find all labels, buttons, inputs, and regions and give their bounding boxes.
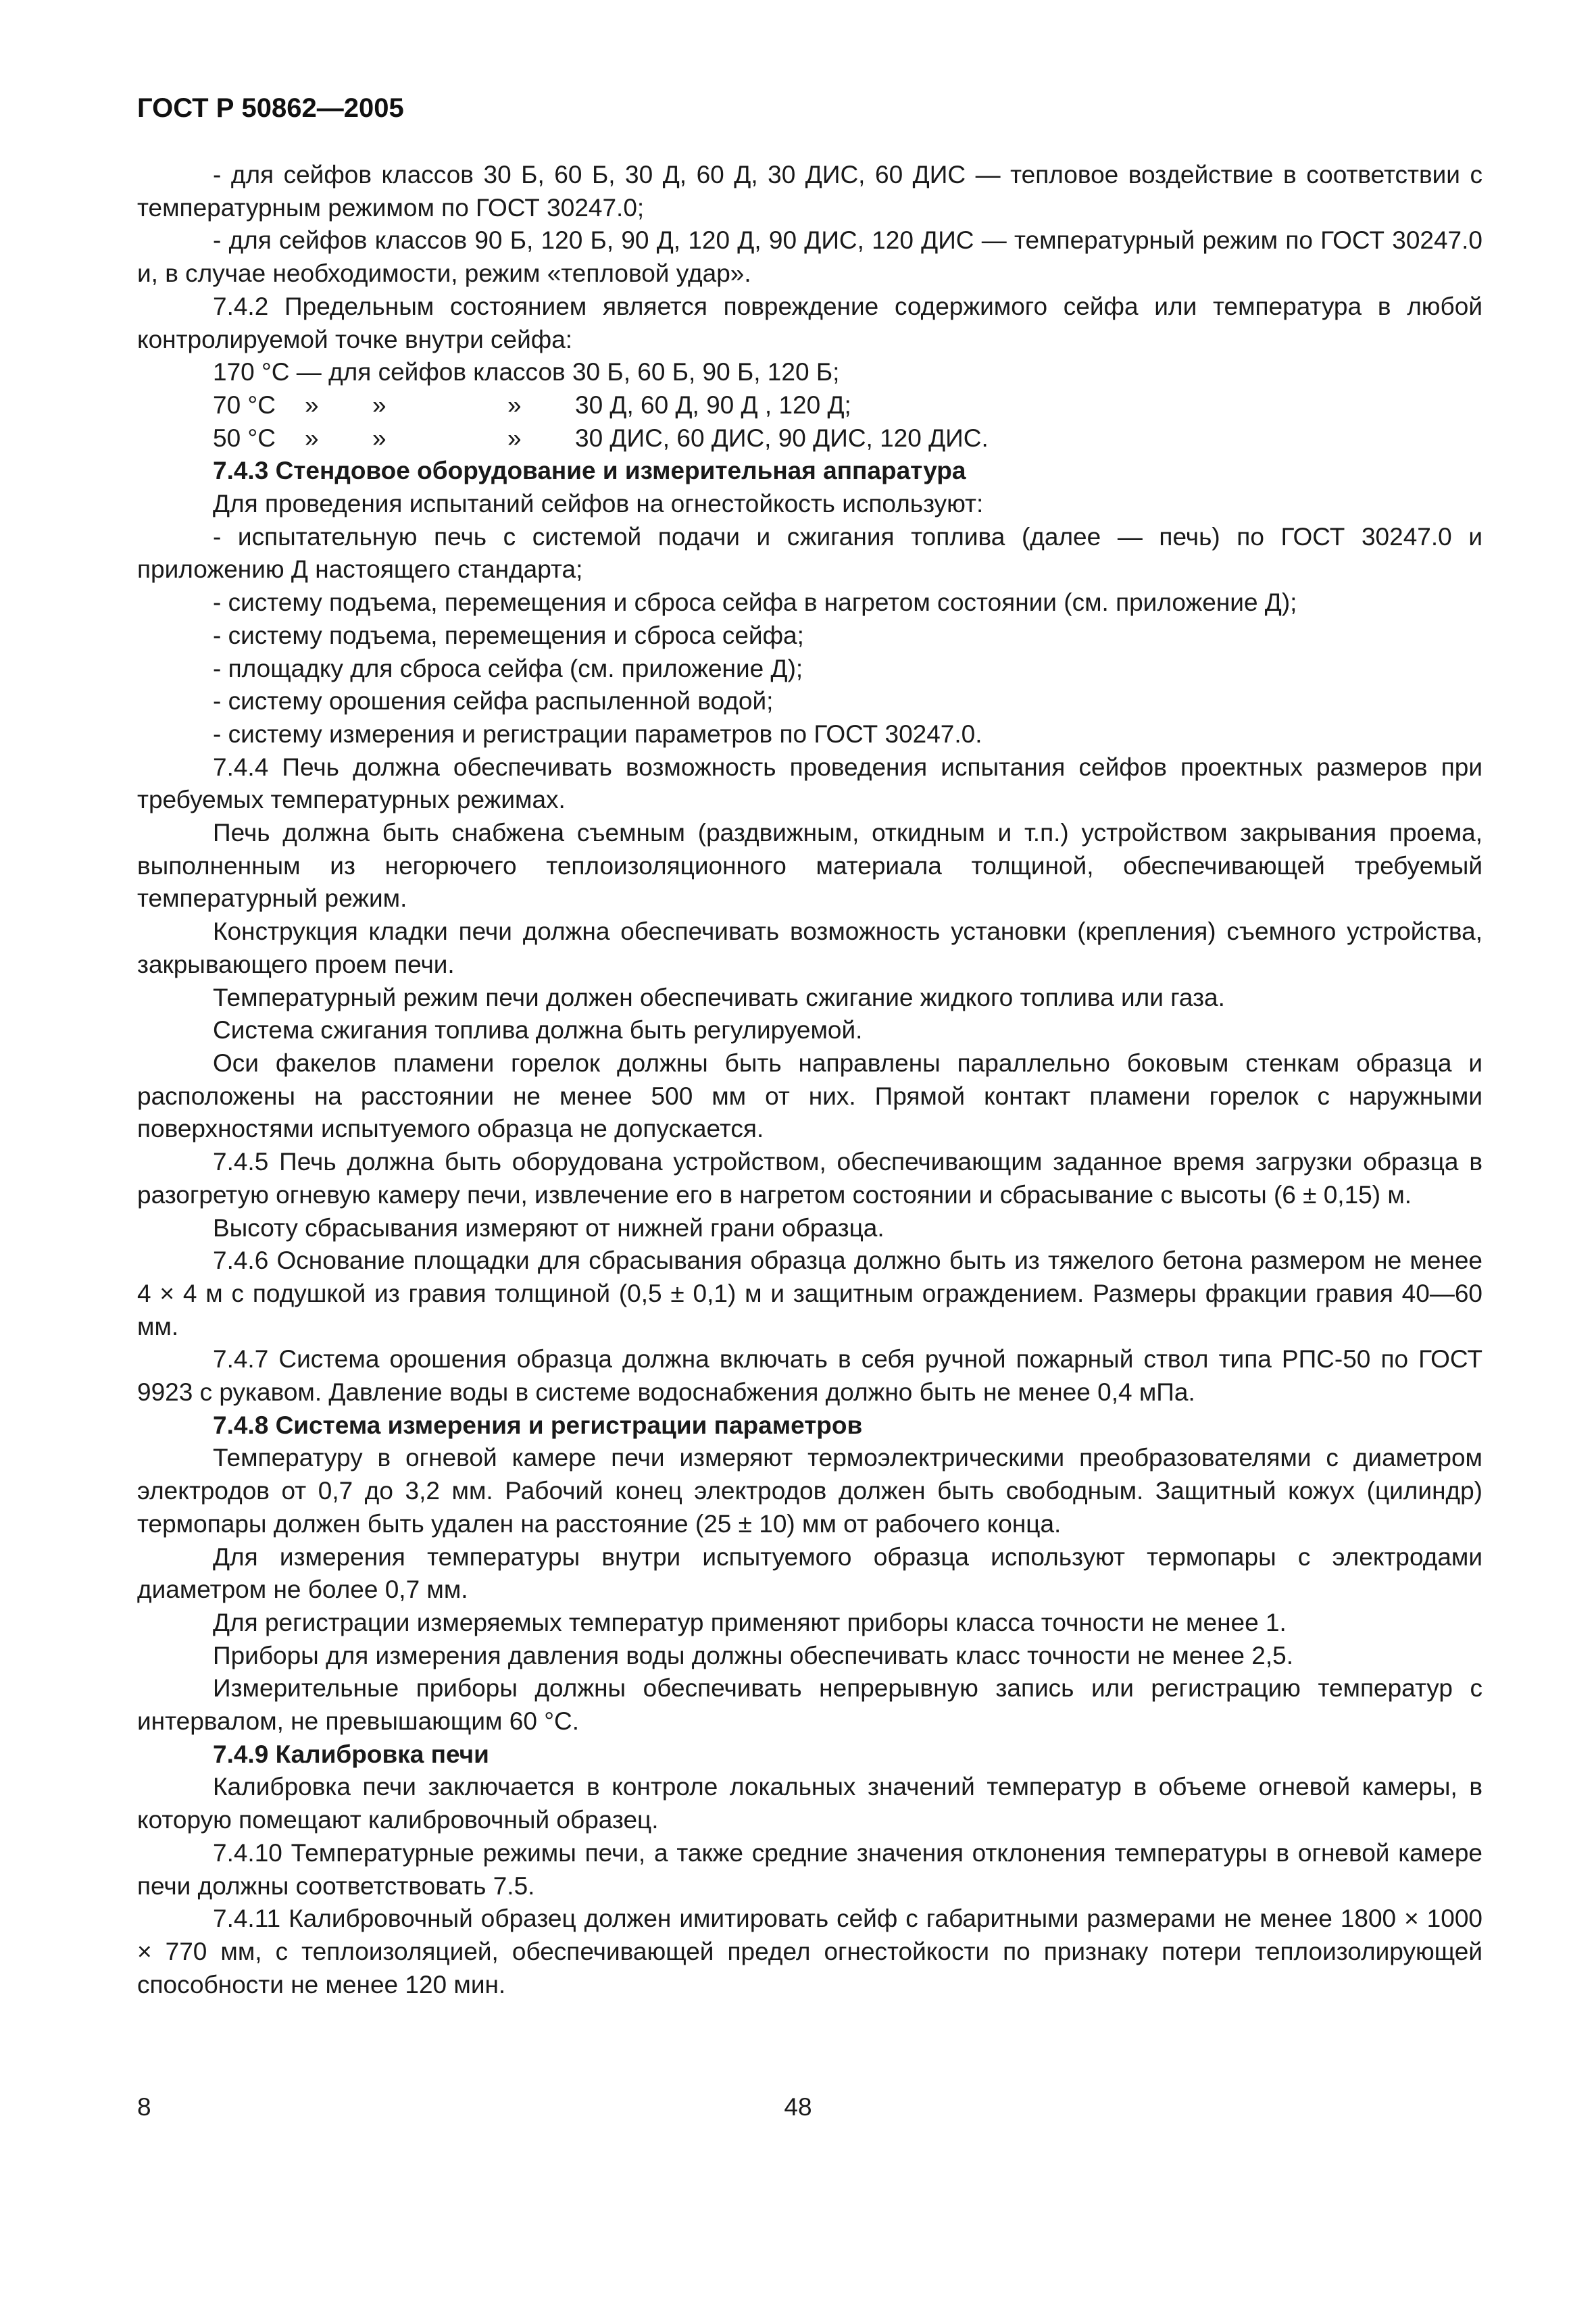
body-paragraph: 7.4.2 Предельным состоянием является повреждение содержимого сейфа или температура в любой контролируемой точке внутри сейфа: — [137, 292, 1482, 353]
body-paragraph: Высоту сбрасывания измеряют от нижней грани образца. — [213, 1213, 884, 1242]
sheet-number: 48 — [784, 2093, 812, 2121]
ditto-mark: » — [305, 391, 319, 419]
section-heading: 7.4.8 Система измерения и регистрации параметров — [213, 1411, 863, 1439]
body-paragraph: 7.4.5 Печь должна быть оборудована устройством, обеспечивающим заданное время загрузки образца в разогретую огневую камеру печи, извлечение его в нагретом состоянии и сбрасывание с высоты (6 ± 0,15) м. — [137, 1148, 1482, 1209]
ditto-mark: » — [507, 424, 522, 452]
body-paragraph: - систему подъема, перемещения и сброса сейфа; — [213, 621, 804, 649]
body-paragraph: 7.4.4 Печь должна обеспечивать возможность проведения испытания сейфов проектных размеров при требуемых температурных режимах. — [137, 753, 1482, 814]
body-paragraph: Для измерения температуры внутри испытуемого образца используют термопары с электродами диаметром не более 0,7 мм. — [137, 1542, 1482, 1604]
ditto-mark: » — [372, 424, 386, 452]
temp-value: 70 °C — [213, 391, 276, 419]
body-paragraph: - систему орошения сейфа распыленной водой; — [213, 687, 774, 715]
ditto-mark: » — [305, 424, 319, 452]
body-paragraph: Конструкция кладки печи должна обеспечивать возможность установки (крепления) съемного устройства, закрывающего проем печи. — [137, 917, 1482, 978]
body-paragraph: - испытательную печь с системой подачи и сжигания топлива (далее — печь) по ГОСТ 30247.0 и приложению Д настоящего стандарта; — [137, 522, 1482, 584]
body-paragraph: Для проведения испытаний сейфов на огнестойкость используют: — [213, 490, 984, 518]
document-body — [137, 159, 1482, 2001]
body-paragraph: 7.4.11 Калибровочный образец должен имитировать сейф с габаритными размерами не менее 1800 × 1000 × 770 мм, с теплоизоляцией, обеспечивающей предел огнестойкости по признаку потери теплоизолирующей способности не менее 120 мин. — [137, 1905, 1482, 1998]
temp-value: 50 °C — [213, 424, 276, 452]
safe-classes: 30 Д, 60 Д, 90 Д , 120 Д; — [575, 391, 851, 419]
section-heading: 7.4.3 Стендовое оборудование и измерительная аппаратура — [213, 457, 966, 485]
temp-limit-text: 170 °C — для сейфов классов 30 Б, 60 Б, 90 Б, 120 Б; — [213, 358, 840, 386]
body-part-b — [137, 455, 1482, 2001]
ditto-mark: » — [372, 391, 386, 419]
body-part-a — [137, 159, 1482, 356]
page-number: 8 — [137, 2093, 151, 2121]
document-code-header: ГОСТ Р 50862—2005 — [137, 93, 404, 123]
temp-limit-row — [137, 422, 1482, 455]
body-paragraph: Температурный режим печи должен обеспечивать сжигание жидкого топлива или газа. — [213, 983, 1225, 1011]
safe-classes: 30 ДИС, 60 ДИС, 90 ДИС, 120 ДИС. — [575, 424, 989, 452]
temp-limit-row — [137, 389, 1482, 422]
body-paragraph: Калибровка печи заключается в контроле локальных значений температур в объеме огневой камеры, в которую помещают калибровочный образец. — [137, 1773, 1482, 1834]
body-paragraph: Измерительные приборы должны обеспечивать непрерывную запись или регистрацию температур с интервалом, не превышающим 60 °C. — [137, 1674, 1482, 1736]
body-paragraph: 7.4.10 Температурные режимы печи, а также средние значения отклонения температуры в огневой камере печи должны соответствовать 7.5. — [137, 1838, 1482, 1900]
temp-limit-row — [137, 356, 1482, 389]
body-paragraph: Система сжигания топлива должна быть регулируемой. — [213, 1016, 863, 1045]
body-paragraph: - для сейфов классов 30 Б, 60 Б, 30 Д, 60 Д, 30 ДИС, 60 ДИС — тепловое воздействие в соответствии с температурным режимом по ГОСТ 30247.0; — [137, 161, 1482, 222]
body-paragraph: Для регистрации измеряемых температур применяют приборы класса точности не менее 1. — [213, 1608, 1287, 1636]
body-paragraph: Печь должна быть снабжена съемным (раздвижным, откидным и т.п.) устройством закрывания проема, выполненным из негорючего теплоизоляционного материала толщиной, обеспечивающей требуемый температурный режим. — [137, 819, 1482, 913]
body-paragraph: - систему подъема, перемещения и сброса сейфа в нагретом состоянии (см. приложение Д); — [213, 588, 1297, 617]
body-paragraph: Приборы для измерения давления воды должны обеспечивать класс точности не менее 2,5. — [213, 1641, 1293, 1669]
body-paragraph: 7.4.7 Система орошения образца должна включать в себя ручной пожарный ствол типа РПС-50 по ГОСТ 9923 с рукавом. Давление воды в системе водоснабжения должно быть не менее 0,4 мПа. — [137, 1345, 1482, 1407]
body-paragraph: - для сейфов классов 90 Б, 120 Б, 90 Д, 120 Д, 90 ДИС, 120 ДИС — температурный режим по ГОСТ 30247.0 и, в случае необходимости, режим «тепловой удар». — [137, 226, 1482, 288]
body-paragraph: - площадку для сброса сейфа (см. приложение Д); — [213, 654, 803, 682]
temperature-limits-table — [137, 356, 1482, 455]
section-heading: 7.4.9 Калибровка печи — [213, 1740, 489, 1768]
ditto-mark: » — [507, 391, 522, 419]
body-paragraph: Температуру в огневой камере печи измеряют термоэлектрическими преобразователями с диаметром электродов от 0,7 до 3,2 мм. Рабочий конец электродов должен быть свободным. Защитный кожух (цилиндр) термопары должен быть удален на расстояние (25 ± 10) мм от рабочего конца. — [137, 1444, 1482, 1538]
body-paragraph: Оси факелов пламени горелок должны быть направлены параллельно боковым стенкам образца и расположены на расстоянии не менее 500 мм от них. Прямой контакт пламени горелок с наружными поверхностями испытуемого образца не допускается. — [137, 1049, 1482, 1143]
body-paragraph: - систему измерения и регистрации параметров по ГОСТ 30247.0. — [213, 720, 982, 748]
body-paragraph: 7.4.6 Основание площадки для сбрасывания образца должно быть из тяжелого бетона размером не менее 4 × 4 м с подушкой из гравия толщиной (0,5 ± 0,1) м и защитным ограждением. Размеры фракции гравия 40—60 мм. — [137, 1247, 1482, 1340]
